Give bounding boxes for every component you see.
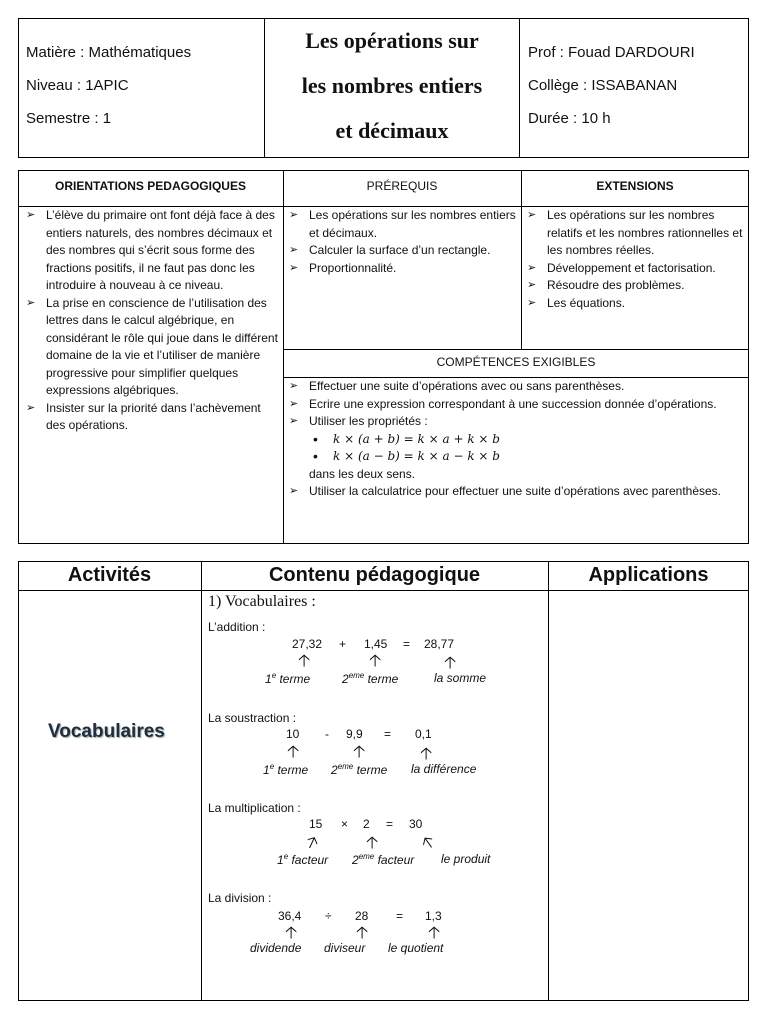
subtraction-caption-1: 1e terme [263,762,309,777]
subtraction-term-1: 10 [286,727,300,741]
extension-item: ➢ Résoudre des problèmes. [525,277,747,295]
level-text: Niveau : 1APIC [26,77,129,94]
activity-vocabulaires: Vocabulaires [48,721,165,742]
up-arrow-icon: 🡡 [369,651,382,670]
division-caption-1: dividende [250,941,302,955]
semester-text: Semestre : 1 [26,110,112,127]
competence-item: ➢ Ecrire une expression correspondant à une succession donnée d’opérations. [287,396,745,414]
addition-caption-2: 2eme terme [342,671,399,686]
subtraction-label: La soustraction : [208,711,297,725]
extension-item: ➢ Développement et factorisation. [525,260,747,278]
subtraction-caption-result: la différence [411,762,477,776]
content-header-line [18,590,749,591]
up-arrow-icon: 🡡 [417,831,439,854]
prerequisite-item: ➢ Les opérations sur les nombres entiers et décimaux. [287,207,517,242]
addition-result: 28,77 [424,637,455,651]
up-arrow-icon: 🡡 [356,923,369,942]
competence-item-continuation: dans les deux sens. [309,466,416,481]
applications-header: Applications [588,564,709,586]
addition-operator: + [339,637,347,651]
up-arrow-icon: 🡡 [428,923,441,942]
up-arrow-icon: 🡡 [298,651,311,670]
subtraction-caption-2: 2eme terme [331,762,388,777]
title-line-1: Les opérations sur [305,28,479,53]
multiplication-equals: = [386,817,394,831]
title-line-3: et décimaux [335,118,449,143]
header-divider-2 [519,18,520,158]
duration-text: Durée : 10 h [528,110,611,127]
activities-header: Activités [67,564,152,586]
prerequisite-item: ➢ Calculer la surface d’un rectangle. [287,242,517,260]
up-arrow-icon: 🡡 [444,653,457,672]
competence-item: ➢ Utiliser les propriétés : [287,413,745,431]
division-term-1: 36,4 [278,909,302,923]
competences-top-line [283,349,749,350]
extension-item: ➢ Les opérations sur les nombres relatifs et les nombres rationnelles et les nombres réelles. [525,207,747,260]
division-label: La division : [208,891,272,905]
extension-item: ➢ Les équations. [525,295,747,313]
pedagogy-divider-2 [521,170,522,350]
prerequisites-header: PRÉREQUIS [366,179,438,193]
prerequisites-cell [287,207,517,277]
addition-label: L’addition : [208,620,266,634]
multiplication-term-2: 2 [363,817,370,831]
multiplication-caption-result: le produit [441,852,491,866]
formula-distributive-diff: • k × (a − b) = k × a − k × b [287,448,745,466]
addition-caption-1: 1e terme [265,671,311,686]
competences-header: COMPÉTENCES EXIGIBLES [436,355,596,369]
content-divider-2 [548,561,549,1001]
addition-term-2: 1,45 [364,637,388,651]
up-arrow-icon: 🡡 [285,923,298,942]
division-term-2: 28 [355,909,369,923]
content-header: Contenu pédagogique [268,564,481,586]
addition-equals: = [403,637,411,651]
prerequisite-item: ➢ Proportionnalité. [287,260,517,278]
up-arrow-icon: 🡡 [302,831,322,854]
orientations-header: ORIENTATIONS PEDAGOGIQUES [55,179,246,193]
multiplication-operator: × [341,817,349,831]
multiplication-caption-1: 1e facteur [277,852,329,867]
division-result: 1,3 [425,909,442,923]
multiplication-label: La multiplication : [208,801,301,815]
title-line-2: les nombres entiers [301,73,483,98]
competences-cell [287,378,745,501]
extensions-cell [525,207,747,312]
section-title: 1) Vocabulaires : [208,593,316,610]
teacher-text: Prof : Fouad DARDOURI [528,44,695,61]
up-arrow-icon: 🡡 [287,742,300,761]
up-arrow-icon: 🡡 [420,744,433,763]
orientations-cell [24,207,279,435]
multiplication-caption-2: 2eme facteur [352,852,415,867]
formula-distributive-sum: • k × (a + b) = k × a + k × b [287,431,745,449]
subtraction-operator: - [325,727,329,741]
division-operator: ÷ [325,909,332,923]
multiplication-term-1: 15 [309,817,323,831]
subtraction-result: 0,1 [415,727,432,741]
division-equals: = [396,909,404,923]
extensions-header: EXTENSIONS [596,179,674,193]
content-divider-1 [201,561,202,1001]
addition-term-1: 27,32 [292,637,323,651]
division-caption-result: le quotient [388,941,444,955]
college-text: Collège : ISSABANAN [528,77,678,94]
subtraction-equals: = [384,727,392,741]
competence-item: ➢ Utiliser la calculatrice pour effectuer une suite d’opérations avec parenthèses. [287,483,745,501]
multiplication-result: 30 [409,817,423,831]
subtraction-term-2: 9,9 [346,727,363,741]
orientation-item: ➢ La prise en conscience de l’utilisation des lettres dans le calcul algébrique, en considérant le rôle qui joue dans le différent domaine de la vie et l’utiliser de manière progressive pour simplifier quelques expressions algébriques. [24,295,279,400]
competence-item: ➢ Effectuer une suite d’opérations avec ou sans parenthèses. [287,378,745,396]
content-table [18,561,749,1001]
subject-text: Matière : Mathématiques [26,44,192,61]
division-caption-2: diviseur [324,941,366,955]
orientation-item: ➢ Insister sur la priorité dans l’achèvement des opérations. [24,400,279,435]
orientation-item: ➢ L’élève du primaire ont font déjà face à des entiers naturels, des nombres décimaux et des nombres qui s’écrit sous forme des fractions positifs, il ne faut pas donc les introduire à nouveau à ce niveau. [24,207,279,295]
up-arrow-icon: 🡡 [366,833,379,852]
up-arrow-icon: 🡡 [353,742,366,761]
addition-caption-result: la somme [434,671,487,685]
